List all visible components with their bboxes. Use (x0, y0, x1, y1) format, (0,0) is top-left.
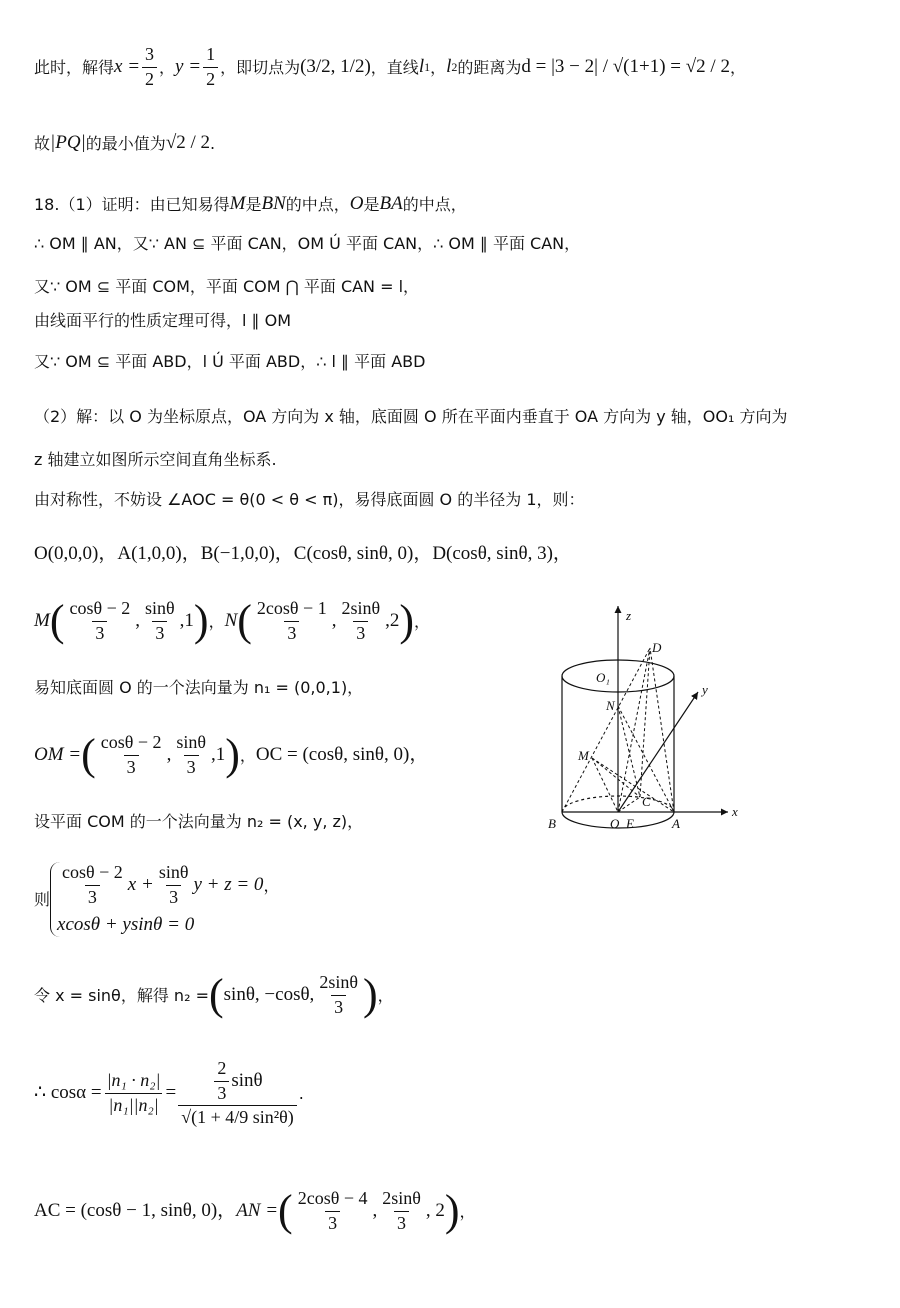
equation-1 (57, 862, 279, 908)
text: 的中点， (402, 194, 467, 214)
math: AC = (cosθ − 1, sinθ, 0)， (34, 1199, 237, 1221)
numerator: 2sinθ (319, 972, 358, 992)
text: ， (430, 57, 447, 77)
denominator: 3 (152, 621, 167, 645)
line-point-coords: O(0,0,0)，A(1,0,0)，B(−1,0,0)，C(cosθ, sinθ, 0)，D(cosθ, sinθ, 3)， (34, 543, 572, 564)
numerator: 2sinθ (341, 598, 381, 618)
line-q18-part1 (34, 193, 467, 216)
text: ， (459, 1201, 476, 1221)
math: sinθ, −cosθ, (223, 983, 315, 1005)
text: 是 (363, 194, 380, 214)
math: (3/2, 1/2) (300, 55, 371, 77)
math: O (349, 193, 364, 214)
denominator: 3 (325, 1211, 340, 1235)
numerator: 2cosθ − 4 (297, 1188, 368, 1208)
math: ,2 (385, 609, 400, 631)
text: ， (263, 875, 280, 895)
numerator (209, 1058, 265, 1105)
denominator: 3 (353, 621, 368, 645)
line-coordinate-setup-2: z 轴建立如图所示空间直角坐标系. (34, 450, 277, 469)
label-x: x (732, 804, 738, 819)
text: ， (414, 611, 431, 631)
fraction (338, 598, 383, 644)
line-om-parallel: ∴ OM ∥ AN，又∵ AN ⊆ 平面 CAN，OM Ú 平面 CAN，∴ OM ∥ 平面 CAN， (34, 234, 581, 253)
text: 则 (34, 889, 51, 909)
fraction (214, 1058, 229, 1104)
line-solve-n2: 令 x = sinθ，解得 n₂ = ( sinθ, −cosθ, $\frac{2\sin\theta}{3}$ ) ， (34, 970, 394, 1020)
label-c: C (642, 794, 651, 809)
text: 是 (245, 194, 262, 214)
line-normal-n2: 设平面 COM 的一个法向量为 n₂ = (x, y, z)， (34, 812, 364, 831)
math: x = (114, 55, 141, 77)
text: . (210, 133, 216, 153)
fraction (203, 44, 218, 90)
line-plane-intersection: 又∵ OM ⊆ 平面 COM，平面 COM ⋂ 平面 CAN = l， (34, 277, 420, 296)
text: ， (208, 611, 225, 631)
line-ac-an-vectors: AC = (cosθ − 1, sinθ, 0)， AN = ( $\frac{2\cos\theta - 4}{3}$ , $\frac{2\sin\theta}{3}$ , 2 ) ， (34, 1186, 476, 1236)
label-e: E (626, 816, 634, 831)
denominator: 3 (166, 885, 181, 909)
denominator: 3 (284, 621, 299, 645)
math: y = (175, 55, 202, 77)
line-m-n-coords: M ( $\frac{\cos\theta - 2}{3}$ , $\frac{\sin\theta}{3}$ ,1 ) ， N ( $\frac{2\cos\theta - 1}{3}$ , $\frac{2\sin\theta}{3}$ ,2 ) ， (34, 596, 431, 646)
label-y: y (702, 682, 708, 697)
line-om-oc-vectors: OM = ( $\frac{\cos\theta - 2}{3}$ , $\frac{\sin\theta}{3}$ ,1 ) ， OC = (cosθ, sinθ, 0)， (34, 730, 429, 780)
denominator: 3 (124, 755, 139, 779)
label-o: O (610, 816, 620, 831)
math: , 2 (425, 1199, 445, 1221)
text: ，即切点为 (220, 57, 301, 77)
text: 的中点， (285, 194, 350, 214)
line-conclusion-part1: 又∵ OM ⊆ 平面 ABD，l Ú 平面 ABD，∴ l ∥ 平面 ABD (34, 352, 426, 371)
denominator: 3 (331, 995, 346, 1019)
fraction (178, 1058, 297, 1129)
math: l (446, 55, 452, 77)
denominator: 3 (214, 1081, 229, 1105)
line-symmetry: 由对称性，不妨设 ∠AOC = θ(0 < θ < π)，易得底面圆 O 的半径为 1，则： (34, 490, 585, 509)
label-n: N (606, 698, 615, 713)
label-d: D (652, 640, 662, 655)
numerator: cosθ − 2 (62, 862, 123, 882)
numerator: 2cosθ − 1 (256, 598, 327, 618)
text: 此时，解得 (34, 57, 115, 77)
fraction (173, 732, 209, 778)
math: ,1 (179, 609, 194, 631)
denominator: |n₁||n₂| (105, 1093, 161, 1117)
math: l (418, 55, 425, 77)
fraction (254, 598, 330, 644)
equation-2: xcosθ + ysinθ = 0 (57, 914, 195, 936)
text: ， (239, 745, 256, 765)
math: x + (127, 873, 154, 895)
label-z: z (626, 608, 632, 623)
numerator: cosθ − 2 (69, 598, 131, 618)
label-a: A (672, 816, 680, 831)
fraction (379, 1188, 424, 1234)
line-normal-n1: 易知底面圆 O 的一个法向量为 n₁ = (0,0,1)， (34, 678, 364, 697)
math: M (34, 609, 50, 631)
math: y + z = 0 (193, 873, 264, 895)
fraction (66, 598, 133, 644)
line-cos-alpha (34, 1058, 304, 1129)
numerator: 2 (217, 1058, 227, 1078)
denominator: 3 (85, 885, 100, 909)
text: ， (729, 57, 746, 77)
fraction (59, 862, 126, 908)
math: BN (261, 193, 286, 214)
math: N (224, 609, 238, 631)
text: ， (377, 985, 394, 1005)
math: |PQ| (50, 132, 86, 153)
numerator: 3 (145, 44, 155, 64)
math: √2 / 2 (165, 132, 211, 153)
text: 的距离为 (457, 57, 522, 77)
numerator: cosθ − 2 (100, 732, 162, 752)
math: d = |3 − 2| / √(1+1) = √2 / 2 (521, 55, 730, 77)
fraction (316, 972, 361, 1018)
fraction (142, 44, 157, 90)
math: OC = (cosθ, sinθ, 0)， (255, 743, 429, 765)
text: 故 (34, 133, 51, 153)
fraction (98, 732, 165, 778)
fraction (104, 1070, 164, 1116)
line-min-value (34, 132, 215, 155)
text: 18.（1）证明：由已知易得 (34, 194, 230, 214)
numerator: sinθ (145, 598, 175, 618)
label-b: B (548, 816, 556, 831)
line-coordinate-setup: （2）解：以 O 为坐标原点，OA 方向为 x 轴，底面圆 O 所在平面内垂直于 OA 方向为 y 轴，OO₁ 方向为 (34, 407, 788, 426)
label-o1: O₁ (596, 670, 610, 685)
denominator: 3 (394, 1211, 409, 1235)
numerator: 2sinθ (382, 1188, 421, 1208)
math: OM = (34, 743, 82, 765)
equation-system (50, 862, 279, 937)
numerator: sinθ (176, 732, 206, 752)
denominator: 2 (142, 67, 157, 91)
fraction (156, 862, 192, 908)
line-parallel-theorem: 由线面平行的性质定理可得，l ∥ OM (34, 311, 292, 330)
math: ∴ cosα = (34, 1081, 102, 1103)
fraction (295, 1188, 371, 1234)
line-tangent-point: 此时，解得 x = $\frac{3}{2}$ ， y = $\frac{1}{2}$ ，即切点为 (3/2, 1/2) ，直线 l 1 ， l 2 的距离为 d = |3 − 2| / √(1+1) = √2 / 2 ， (34, 44, 746, 89)
math: = (165, 1081, 177, 1103)
denominator: √(1 + 4/9 sin²θ) (178, 1105, 297, 1129)
text: 令 x = sinθ，解得 n₂ = (34, 985, 209, 1005)
math: ,1 (210, 743, 226, 765)
line-equation-system (34, 862, 279, 937)
text: 的最小值为 (85, 133, 166, 153)
math: AN = (236, 1199, 279, 1221)
cylinder-figure (540, 600, 750, 840)
text: ，直线 (370, 57, 419, 77)
label-m: M (578, 748, 589, 763)
denominator: 3 (184, 755, 199, 779)
numerator: sinθ (158, 862, 189, 882)
numerator: 1 (206, 44, 216, 64)
denominator: 2 (203, 67, 218, 91)
numerator: |n₁ · n₂| (106, 1070, 161, 1091)
denominator: 3 (92, 621, 107, 645)
fraction (142, 598, 178, 644)
text: . (298, 1083, 304, 1103)
math: sinθ (231, 1069, 263, 1091)
math: BA (379, 193, 403, 214)
math: M (229, 193, 246, 214)
